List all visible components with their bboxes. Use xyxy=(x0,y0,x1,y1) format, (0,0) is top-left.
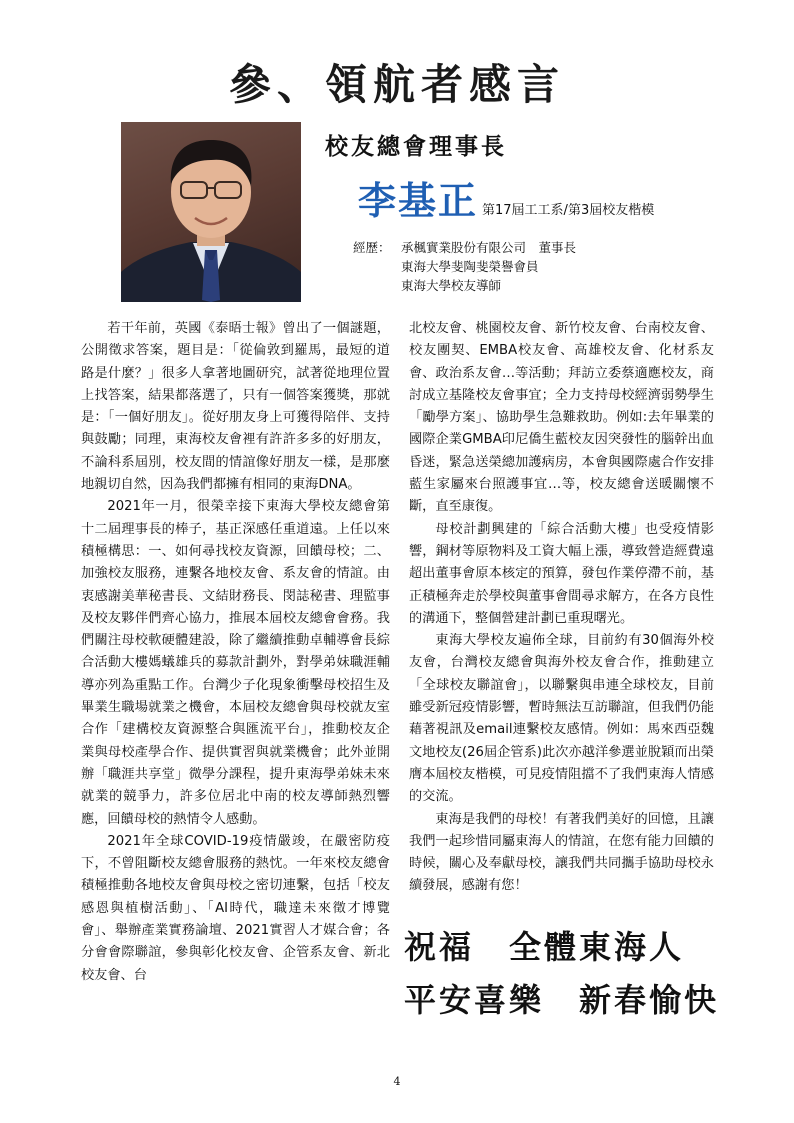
position-title: 校友總會理事長 xyxy=(325,133,507,160)
resume-list xyxy=(401,238,576,295)
right-column xyxy=(409,318,714,898)
resume-item: 東海大學校友導師 xyxy=(401,278,502,293)
person-name: 李基正 xyxy=(358,178,479,223)
portrait-illustration xyxy=(121,122,301,302)
page-number: 4 xyxy=(393,1075,401,1088)
body-paragraph: 東海大學校友遍佈全球，目前約有30個海外校友會，台灣校友總會與海外校友會合作，推動建立「全球校友聯誼會」，以聯繫與串連全球校友，目前雖受新冠疫情影響，暫時無法互訪聯誼，但我們仍能藉著視訊及email連繫校友感情。例如：馬來西亞魏文地校友(26屆企管系)此次亦越洋參選並脫穎而出榮膺本屆校友楷模，可見疫情阻擋不了我們東海人情感的交流。 xyxy=(409,633,714,805)
page-title: 參、領航者感言 xyxy=(228,60,565,109)
body-paragraph: 2021年全球COVID-19疫情嚴竣，在嚴密防疫下，不曾阻斷校友總會服務的熱忱。一年來校友總會積極推動各地校友會與母校之密切連繫，包括「校友感恩與植樹活動」、「AI時代，職達未來徵才博覽會」、舉辦產業實務論壇、2021實習人才媒合會；各分會會際聯誼，參與彰化校友會、企管系友會、新北校友會、台 xyxy=(81,833,390,983)
portrait-photo xyxy=(121,122,301,302)
body-paragraph: 若干年前，英國《泰晤士報》曾出了一個謎題，公開徵求答案，題目是：「從倫敦到羅馬，最短的道路是什麼？」很多人拿著地圖研究，試著從地理位置上找答案，結果都落選了，只有一個答案獲獎，那就是：「一個好朋友」。從好朋友身上可獲得陪伴、支持與鼓勵；同理，東海校友會裡有許許多多的好朋友，不論科系屆別，校友間的情誼像好朋友一樣，是那麼地親切自然，因為我們都擁有相同的東海DNA。 xyxy=(81,321,390,493)
resume-item: 承楓實業股份有限公司 董事長 xyxy=(401,240,577,255)
name-note: 第17屆工工系/第3屆校友楷模 xyxy=(482,203,655,218)
body-paragraph: 母校計劃興建的「綜合活動大樓」也受疫情影響，鋼材等原物料及工資大幅上漲，導致營造經費遠超出董事會原本核定的預算，發包作業停滯不前，基正積極奔走於學校與董事會間尋求解方，在各方良性的溝通下，整個營建計劃已重現曙光。 xyxy=(409,521,714,626)
blessing-line: 祝福 全體東海人 xyxy=(404,928,685,966)
body-paragraph: 北校友會、桃園校友會、新竹校友會、台南校友會、校友團契、EMBA校友會、高雄校友會、化材系友會、政治系友會…等活動；拜訪立委蔡適應校友，商討成立基隆校友會事宜；全力支持母校經濟弱勢學生「勵學方案」、協助學生急難救助。例如:去年畢業的國際企業GMBA印尼僑生藍校友因突發性的腦幹出血昏迷，緊急送榮總加護病房，本會與國際處合作安排藍生家屬來台照護事宜…等，校友總會送暖關懷不斷，直至康復。 xyxy=(409,321,714,515)
body-paragraph: 東海是我們的母校！有著我們美好的回憶，且讓我們一起珍惜同屬東海人的情誼，在您有能力回饋的時候，關心及奉獻母校，讓我們共同攜手協助母校永續發展，感謝有您！ xyxy=(409,811,714,894)
body-paragraph: 2021年一月，很榮幸接下東海大學校友總會第十二屆理事長的棒子，基正深感任重道遠。上任以來積極構思：一、如何尋找校友資源，回饋母校；二、加強校友服務，連繫各地校友會、系友會的情誼。由衷感謝美華秘書長、文結財務長、閔誌秘書、理監事及校友夥伴們齊心協力，推展本屆校友總會會務。我們關注母校軟硬體建設，除了繼續推動卓輔導會長綜合活動大樓媽蟻雄兵的募款計劃外，對學弟妹職涯輔導亦列為重點工作。台灣少子化現象衝擊母校招生及畢業生職場就業之機會，本屆校友總會與母校就友室合作「建構校友資源整合與匯流平台」，推動校友企業與母校產學合作、提供實習與就業機會；此外並開辦「職涯共享堂」微學分課程，提升東海學弟妹未來就業的競爭力，許多位居北中南的校友導師熱烈響應，回饋母校的熱情令人感動。 xyxy=(81,499,390,827)
resume-label: 經歷： xyxy=(353,240,391,255)
left-column xyxy=(81,318,390,987)
resume-item: 東海大學斐陶斐榮譽會員 xyxy=(401,259,539,274)
name-row xyxy=(358,170,654,225)
blessing-line: 平安喜樂 新春愉快 xyxy=(404,981,720,1019)
